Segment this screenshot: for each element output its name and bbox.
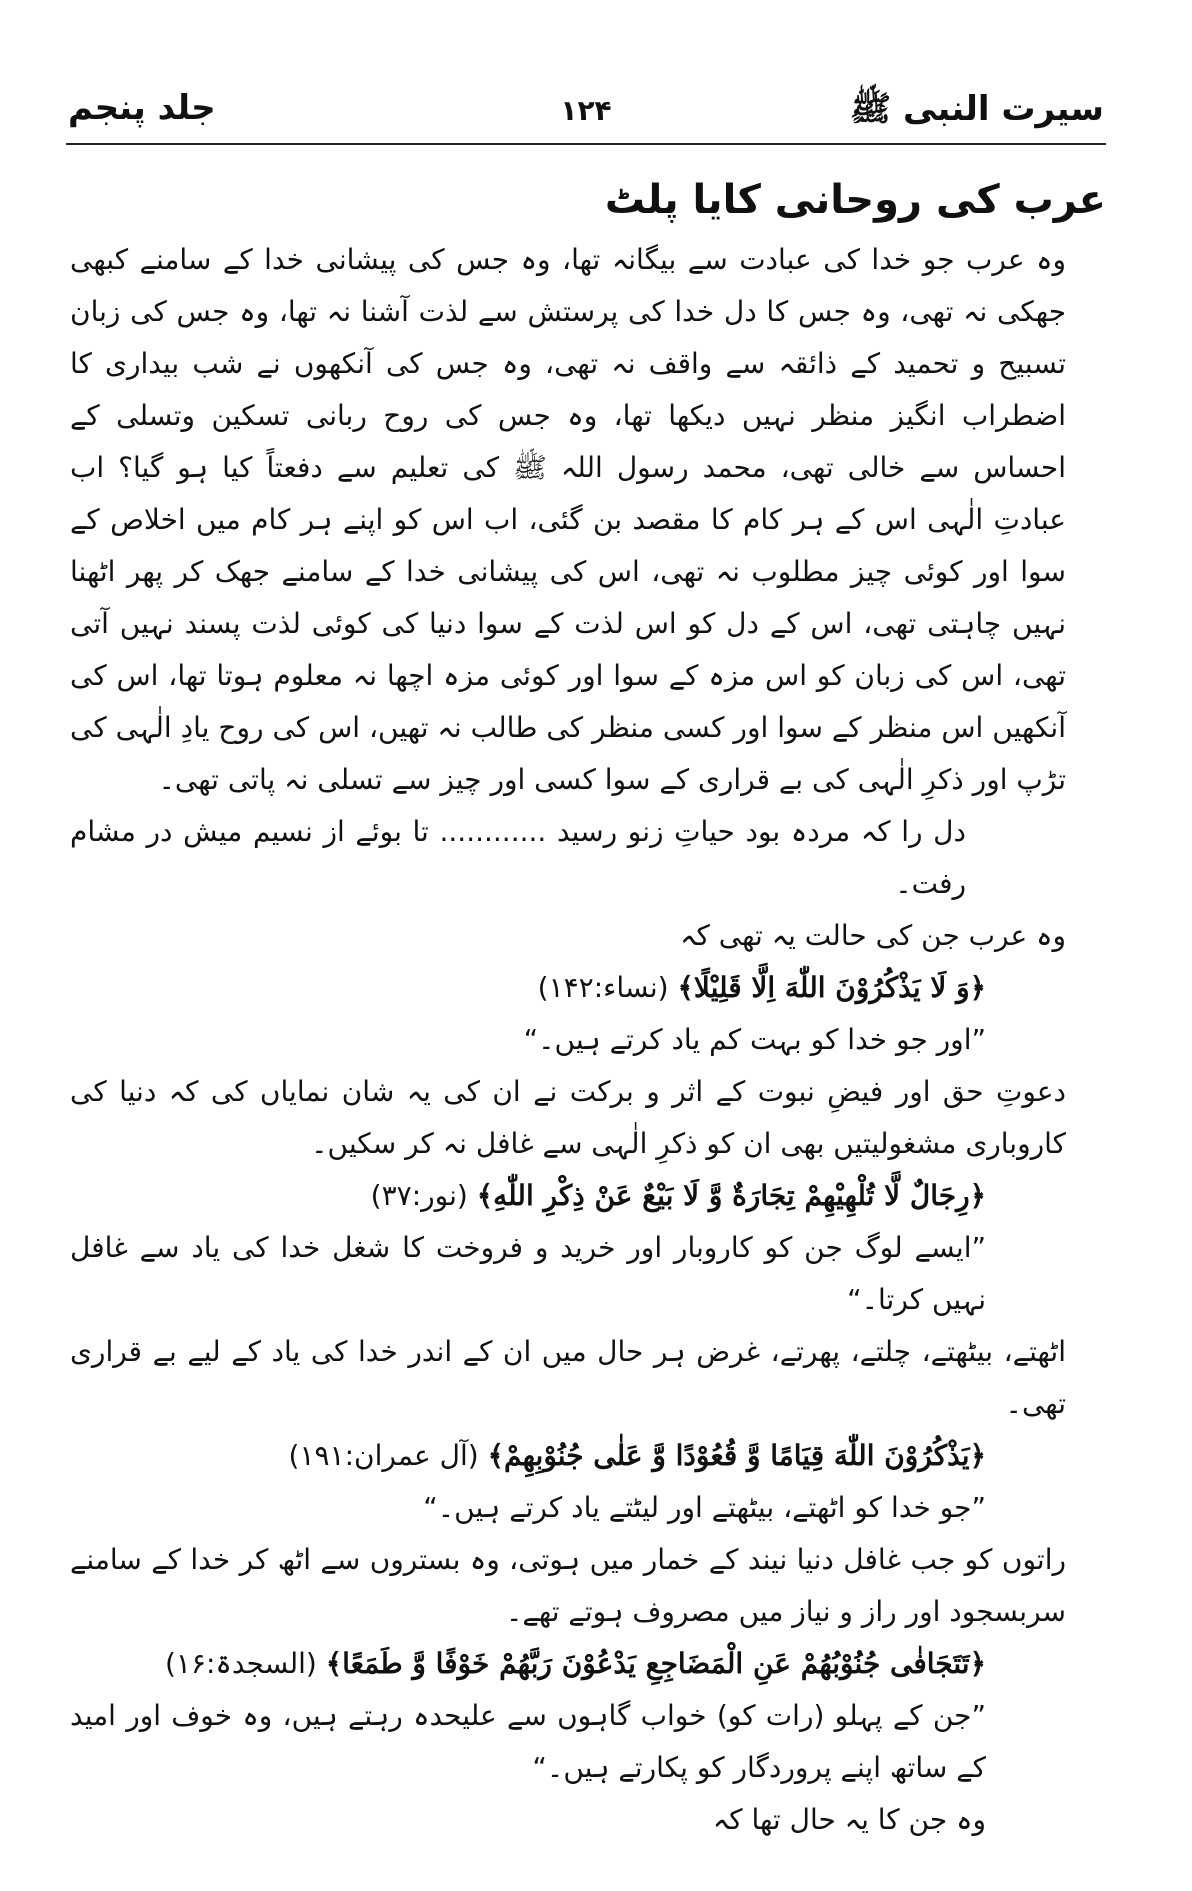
paragraph-2: وہ عرب جن کی حالت یہ تھی کہ	[680, 919, 1066, 952]
verse-4-arabic: ﴿تَتَجَافٰى جُنُوْبُهُمْ عَنِ الْمَضَاجِعِ يَدْعُوْنَ رَبَّهُمْ خَوْفًا وَّ طَمَعًا﴾	[325, 1647, 986, 1680]
paragraph-1: وہ عرب جو خدا کی عبادت سے بیگانہ تھا، وہ جس کی پیشانی خدا کے سامنے کبھی جھکی نہ تھی، وہ جس کا دل خدا کی پرستش سے لذت آشنا نہ تھا، وہ جس کی زبان تسبیح و تحمید کے ذائقہ سے واقف نہ تھی، وہ جس کی آنکھوں نے شب بیداری کا اضطراب انگیز منظر نہیں دیکھا تھا، وہ جس کی روح ربانی تسکین وتسلی کے احساس سے خالی تھی، محمد رسول اللہ ﷺ کی تعلیم سے دفعتاً کیا ہو گیا؟ اب عبادتِ الٰہی اس کے ہر کام کا مقصد بن گئی، اب اس کو اپنے ہر کام میں اخلاص کے سوا اور کوئی چیز مطلوب نہ تھی، اس کی پیشانی خدا کے سامنے جھک کر پھر اٹھنا نہیں چاہتی تھی، اس کے دل کو اس لذت کے سوا دنیا کی کوئی لذت پسند نہیں آتی تھی، اس کی زبان کو اس مزہ کے سوا اور کوئی مزہ اچھا نہ معلوم ہوتا تھا، اس کی آنکھیں اس منظر کے سوا اور کسی منظر کی طالب نہ تھیں، اس کی روح یادِ الٰہی کی تڑپ اور ذکرِ الٰہی کی بے قراری کے سوا کسی اور چیز سے تسلی نہ پاتی تھی۔	[70, 243, 1066, 796]
verse-3-reference: (آل عمران:۱۹۱)	[288, 1439, 479, 1472]
paragraph-5: راتوں کو جب غافل دنیا نیند کے خمار میں ہوتی، وہ بستروں سے اٹھ کر خدا کے سامنے سربسجود اور راز و نیاز میں مصروف ہوتے تھے۔	[70, 1543, 1066, 1628]
verse-4-reference: (السجدۃ:۱۶)	[164, 1647, 317, 1680]
paragraph-3: دعوتِ حق اور فیضِ نبوت کے اثر و برکت نے ان کی یہ شان نمایاں کی کہ دنیا کی کاروباری مشغولیتیں بھی ان کو ذکرِ الٰہی سے غافل نہ کر سکیں۔	[70, 1075, 1066, 1160]
verse-1-translation: ”اور جو خدا کو بہت کم یاد کرتے ہیں۔“	[523, 1023, 986, 1056]
quran-verse-2	[70, 1170, 1106, 1222]
verse-4-translation: ”جن کے پہلو (رات کو) خواب گاہوں سے علیحدہ رہتے ہیں، وہ خوف اور امید کے ساتھ اپنے پروردگار کو پکارتے ہیں۔“	[70, 1699, 986, 1784]
verse-3-translation: ”جو خدا کو اٹھتے، بیٹھتے اور لیٹتے یاد کرتے ہیں۔“	[423, 1491, 986, 1524]
header-rule	[66, 143, 1106, 145]
persian-couplet: دل را کہ مردہ بود حیاتِ زنو رسید ............ تا بوئے از نسیم میش در مشام رفت۔	[70, 815, 966, 900]
verse-3-arabic: ﴿يَذْكُرُوْنَ اللّٰهَ قِيَامًا وَّ قُعُوْدًا وَّ عَلٰى جُنُوْبِهِمْ﴾	[487, 1439, 986, 1472]
quran-verse-4	[70, 1638, 1106, 1690]
paragraph-4: اٹھتے، بیٹھتے، چلتے، پھرتے، غرض ہر حال میں ان کے اندر خدا کی یاد کے لیے بے قراری تھی۔	[70, 1335, 1066, 1420]
page-body	[70, 170, 1106, 1846]
paragraph-6: وہ جن کا یہ حال تھا کہ	[712, 1803, 986, 1836]
book-title: سیرت النبی ﷺ	[850, 89, 1104, 129]
verse-1-arabic: ﴿وَ لَا يَذْكُرُوْنَ اللّٰهَ اِلَّا قَلِيْلًا﴾	[677, 971, 986, 1004]
volume-label: جلد پنجم	[68, 88, 216, 128]
page-header	[68, 88, 1104, 140]
section-heading: عرب کی روحانی کایا پلٹ	[604, 177, 1106, 223]
verse-2-translation: ”ایسے لوگ جن کو کاروبار اور خرید و فروخت کا شغل خدا کی یاد سے غافل نہیں کرتا۔“	[70, 1231, 986, 1316]
page-number: ۱۲۴	[560, 94, 612, 127]
verse-2-reference: (نور:۳۷)	[370, 1179, 468, 1212]
verse-2-arabic: ﴿رِجَالٌ لَّا تُلْهِيْهِمْ تِجَارَةٌ وَّ لَا بَيْعٌ عَنْ ذِكْرِ اللّٰهِ﴾	[476, 1179, 986, 1212]
quran-verse-1	[70, 962, 1106, 1014]
quran-verse-3	[70, 1430, 1106, 1482]
verse-1-reference: (نساء:۱۴۲)	[537, 971, 669, 1004]
